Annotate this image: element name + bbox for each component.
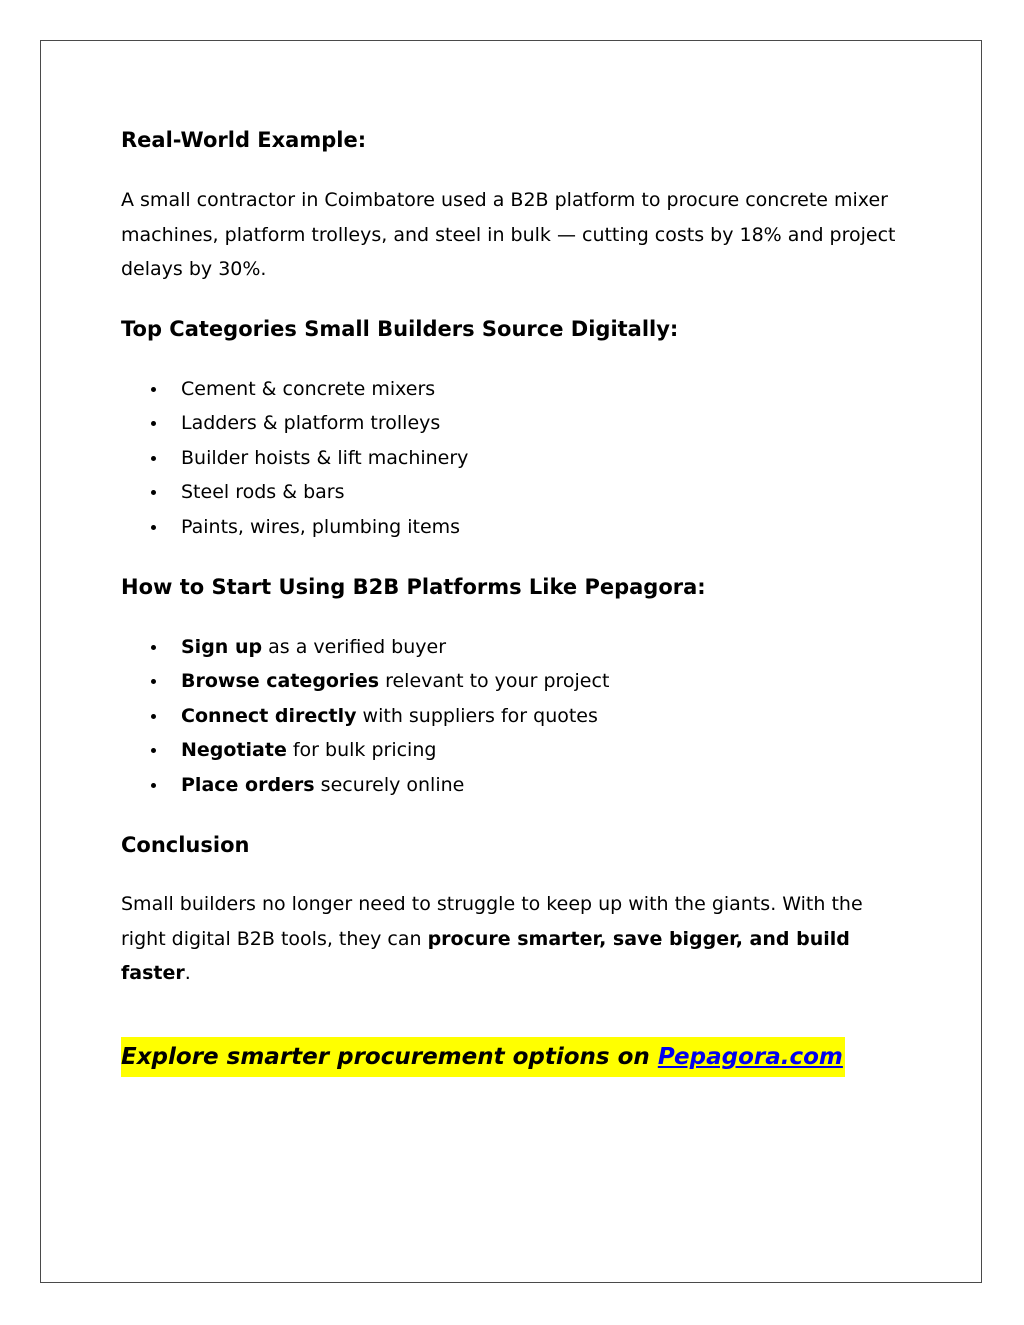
bullet-icon xyxy=(151,783,156,788)
paragraph-conclusion: Small builders no longer need to struggle to keep up with the giants. With the right digital B2B tools, they can procure smarter, save bigger, and build faster. xyxy=(121,893,863,984)
list-item: Builder hoists & lift machinery xyxy=(121,441,468,475)
heading-how-to-start: How to Start Using B2B Platforms Like Pepagora: xyxy=(121,575,706,599)
heading-top-categories: Top Categories Small Builders Source Digitally: xyxy=(121,317,679,341)
bullet-icon xyxy=(151,456,156,461)
list-item: Place orders securely online xyxy=(121,768,609,802)
bullet-icon xyxy=(151,748,156,753)
heading-conclusion: Conclusion xyxy=(121,833,250,857)
list-item: Sign up as a verified buyer xyxy=(121,630,609,664)
cta-highlight-banner: Explore smarter procurement options on Pepagora.com xyxy=(121,1037,845,1077)
bullet-icon xyxy=(151,714,156,719)
paragraph-real-world-example: A small contractor in Coimbatore used a B2B platform to procure concrete mixer machines, platform trolleys, and steel in bulk — cutting costs by 18% and project delays by 30%. xyxy=(121,189,896,280)
pepagora-link[interactable]: Pepagora.com xyxy=(657,1044,843,1070)
bullet-icon xyxy=(151,525,156,530)
list-how-to-start xyxy=(121,630,609,802)
list-item: Browse categories relevant to your project xyxy=(121,664,609,698)
bullet-icon xyxy=(151,490,156,495)
list-top-categories xyxy=(121,372,468,544)
list-item: Cement & concrete mixers xyxy=(121,372,468,406)
heading-real-world-example: Real-World Example: xyxy=(121,128,367,152)
list-item: Paints, wires, plumbing items xyxy=(121,510,468,544)
list-item: Negotiate for bulk pricing xyxy=(121,733,609,767)
list-item: Ladders & platform trolleys xyxy=(121,406,468,440)
bullet-icon xyxy=(151,645,156,650)
list-item: Steel rods & bars xyxy=(121,475,468,509)
bullet-icon xyxy=(151,421,156,426)
bullet-icon xyxy=(151,679,156,684)
bullet-icon xyxy=(151,387,156,392)
list-item: Connect directly with suppliers for quotes xyxy=(121,699,609,733)
